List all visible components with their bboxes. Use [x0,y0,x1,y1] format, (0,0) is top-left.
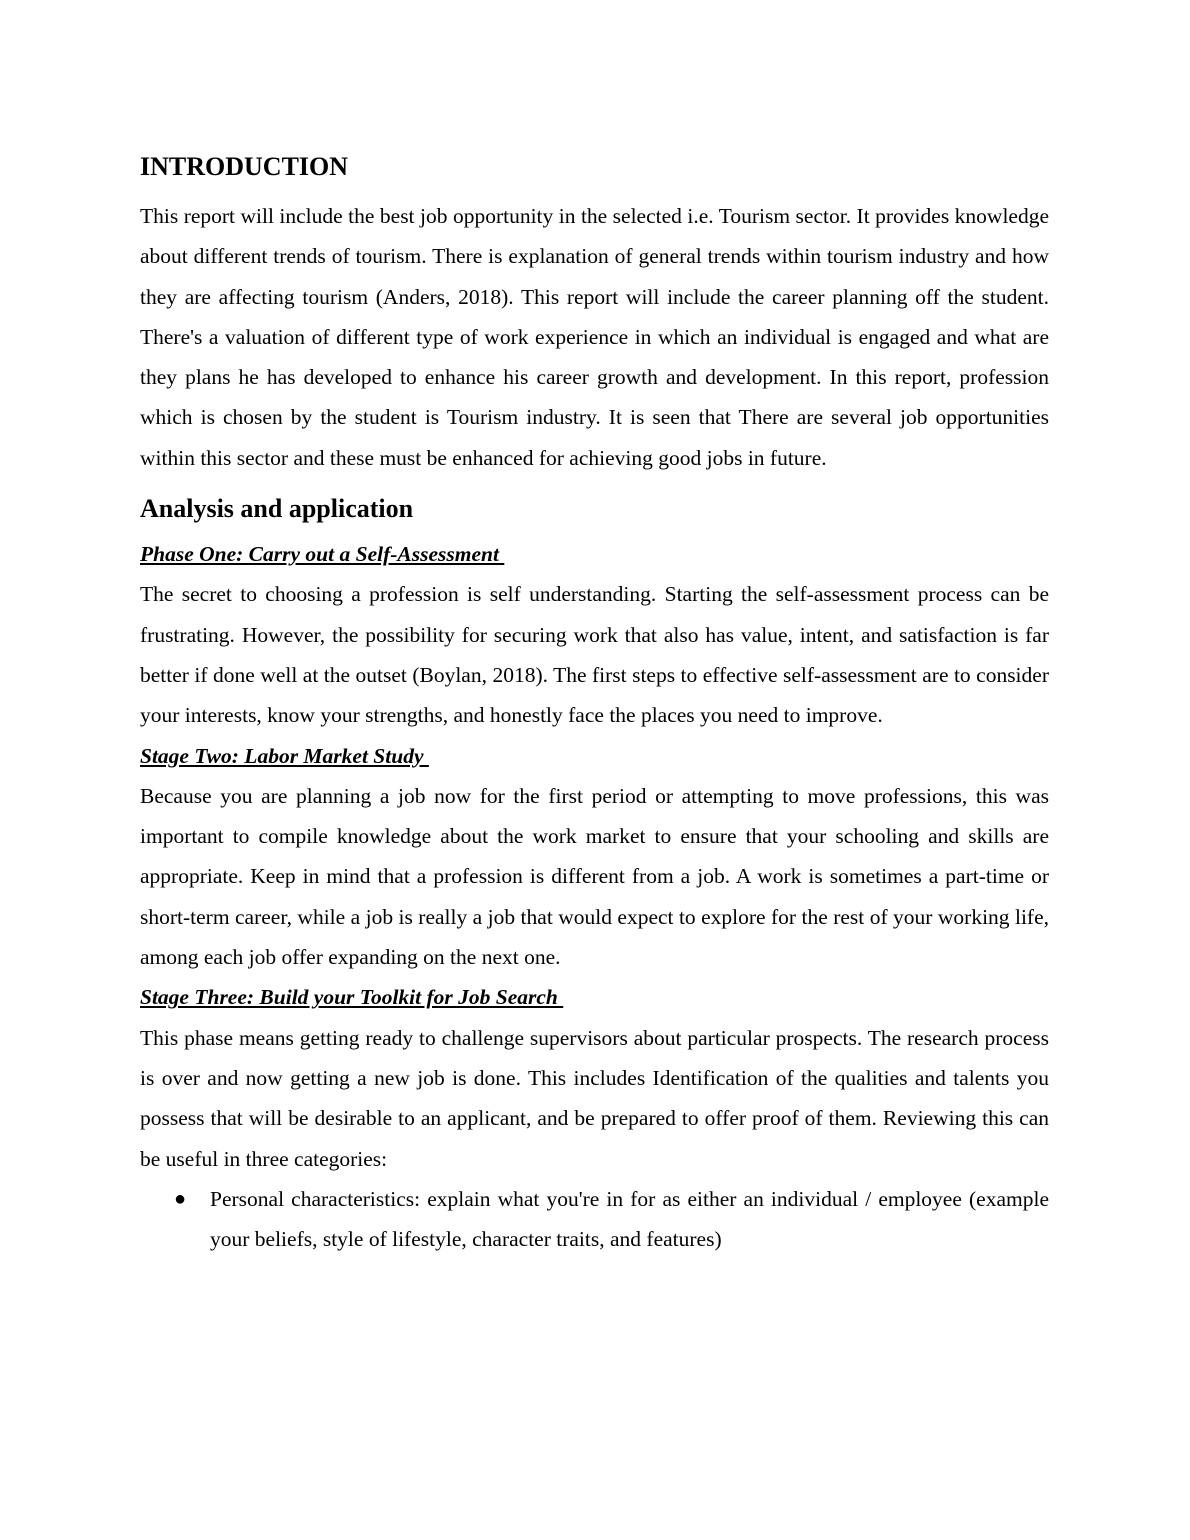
phase-one-paragraph: The secret to choosing a profession is self understanding. Starting the self-assessment process can be frustrating. However, the possibility for securing work that also has value, intent, and satisfaction is far better if done well at the outset (Boylan, 2018). The first steps to effective self-assessment are to consider your interests, know your strengths, and honestly face the places you need to improve. [140,582,1049,728]
introduction-heading: INTRODUCTION [140,152,349,181]
list-item-text: Personal characteristics: explain what you're in for as either an individual / employee (example your beliefs, style of lifestyle, character traits, and features) [210,1186,1049,1252]
introduction-paragraph: This report will include the best job opportunity in the selected i.e. Tourism sector. It provides knowledge about different trends of tourism. There is explanation of general trends within tourism industry and how they are affecting tourism (Anders, 2018). This report will include the career planning off the student. There's a valuation of different type of work experience in which an individual is engaged and what are they plans he has developed to enhance his career growth and development. In this report, profession which is chosen by the student is Tourism industry. It is seen that There are several job opportunities within this sector and these must be enhanced for achieving good jobs in future. [140,204,1049,470]
analysis-heading: Analysis and application [140,494,414,524]
phase-one-title: Phase One: Carry out a Self-Assessment [140,542,505,567]
document-page [140,148,1049,1259]
stage-three-title: Stage Three: Build your Toolkit for Job Search [140,985,564,1010]
list-item [140,1179,1049,1260]
bullet-icon: ● [174,1187,187,1210]
stage-two-title: Stage Two: Labor Market Study [140,743,429,768]
stage-three-paragraph: This phase means getting ready to challenge supervisors about particular prospects. The research process is over and now getting a new job is done. This includes Identification of the qualities and talents you possess that will be desirable to an applicant, and be prepared to offer proof of them. Reviewing this can be useful in three categories: [140,1025,1049,1171]
bullet-list [140,1179,1049,1260]
stage-two-paragraph: Because you are planning a job now for the first period or attempting to move professions, this was important to compile knowledge about the work market to ensure that your schooling and skills are appropriate. Keep in mind that a profession is different from a job. A work is sometimes a part-time or short-term career, while a job is really a job that would expect to explore for the rest of your working life, among each job offer expanding on the next one. [140,783,1049,970]
